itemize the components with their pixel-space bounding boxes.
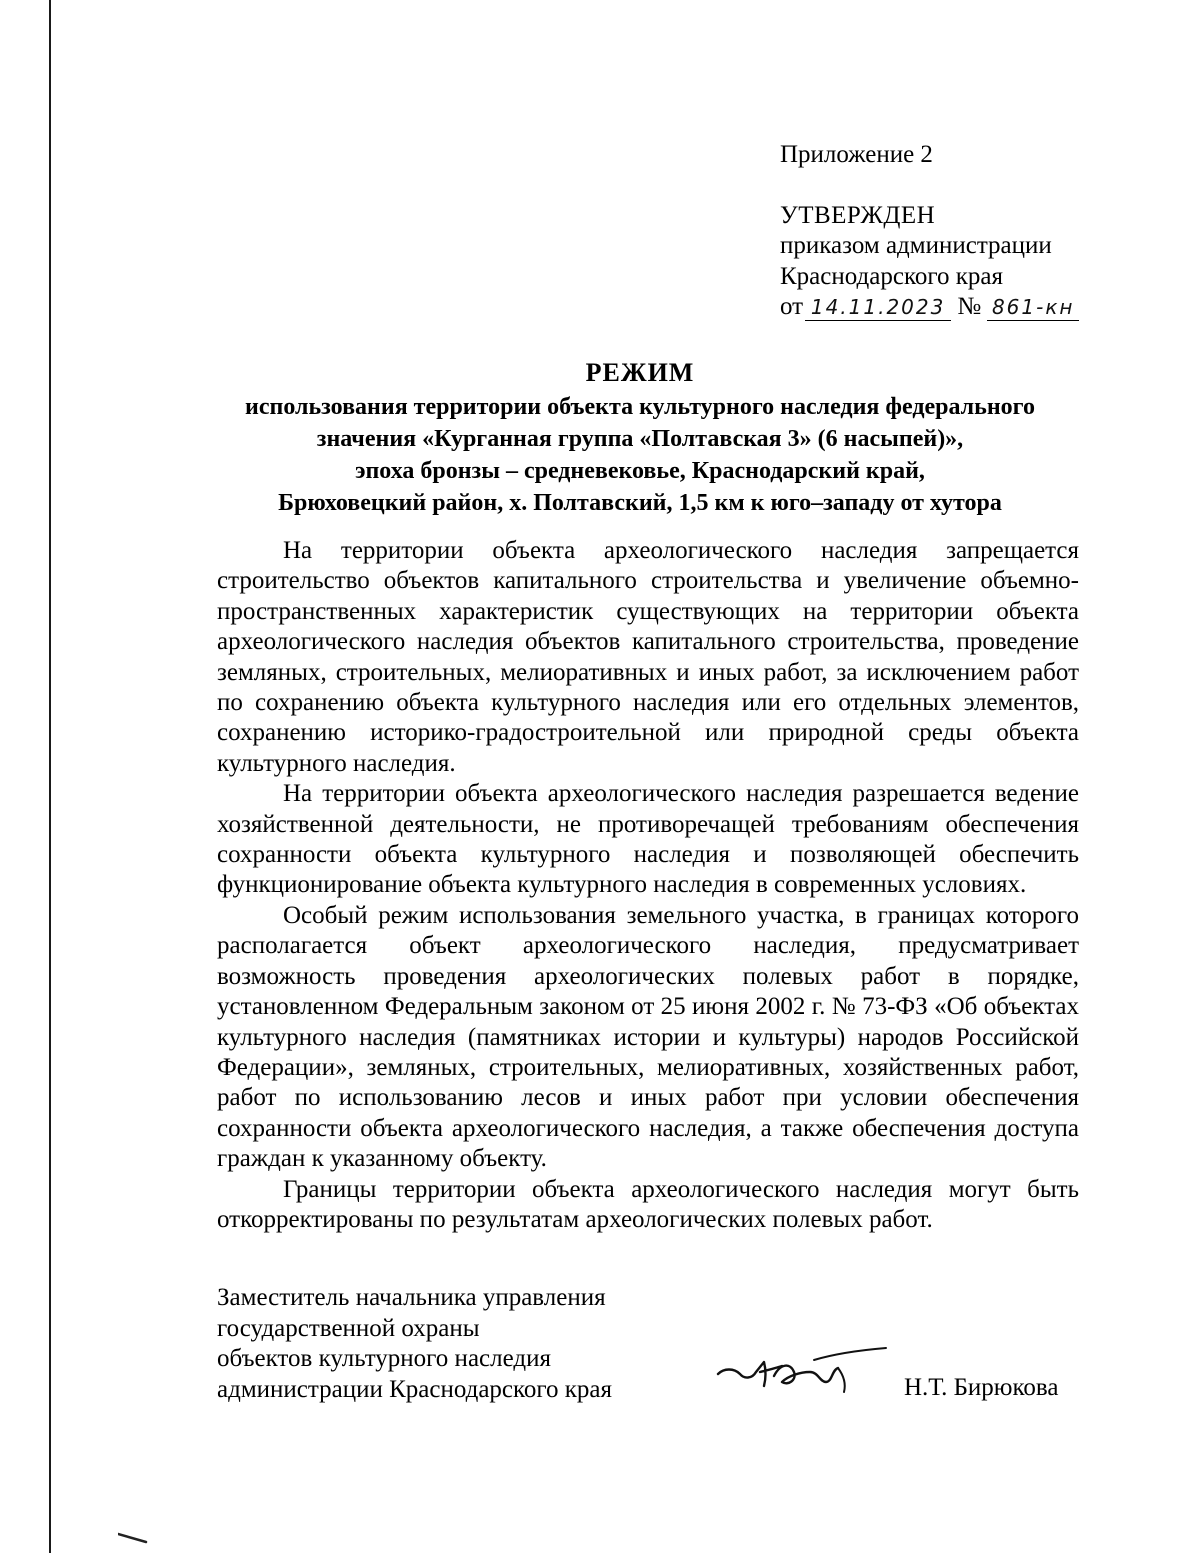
document-title — [200, 357, 1080, 519]
position-line: государственной охраны — [217, 1314, 480, 1342]
position-line: администрации Краснодарского края — [217, 1375, 613, 1403]
number-prefix: № — [957, 293, 982, 320]
title-line: эпоха бронзы – средневековье, Краснодарский край, — [355, 458, 925, 484]
annex-label: Приложение 2 — [780, 141, 933, 168]
date-prefix: от — [780, 293, 804, 320]
signer-name: Н.Т. Бирюкова — [904, 1374, 1059, 1401]
signatory-position — [217, 1283, 647, 1405]
paragraph-permitted-activity: На территории объекта археологического наследия разрешается ведение хозяйственной деятельности, не противоречащей требованиям обеспечения сохранности объекта культурного наследия и позволяющей обеспечить функционирование объекта культурного наследия в современных условиях. — [217, 780, 1079, 899]
paragraph-boundaries: Границы территории объекта археологического наследия могут быть откорректированы по результатам археологических полевых работ. — [217, 1175, 1079, 1233]
handwritten-signature-icon — [714, 1342, 890, 1400]
paragraph-prohibitions: На территории объекта археологического наследия запрещается строительство объектов капитального строительства и увеличение объемно-пространственных характеристик существующих на территории объекта археологического наследия объектов капитального строительства, проведение земляных, строительных, мелиоративных и иных работ, за исключением работ по сохранению объекта культурного наследия или его отдельных элементов, сохранению историко-градостроительной или природной среды объекта культурного наследия. — [217, 537, 1079, 777]
approved-heading: УТВЕРЖДЕН — [780, 201, 936, 229]
title-line: Брюховецкий район, х. Полтавский, 1,5 км к юго–западу от хутора — [278, 490, 1002, 516]
approval-stamp — [780, 140, 1120, 323]
regulation-body — [217, 536, 1079, 1235]
title-main: РЕЖИМ — [585, 358, 695, 387]
approved-by-line: приказом администрации — [780, 232, 1052, 259]
order-reference — [780, 292, 1120, 323]
approved-by-region: Краснодарского края — [780, 262, 1003, 290]
title-line: использования территории объекта культурного наследия федерального — [245, 394, 1035, 420]
title-line: значения «Курганная группа «Полтавская 3» (6 насыпей)», — [316, 426, 964, 452]
scan-artifact-mark — [118, 1532, 148, 1544]
position-line: Заместитель начальника управления — [217, 1284, 606, 1311]
position-line: объектов культурного наследия — [217, 1345, 551, 1372]
order-date: 14.11.2023 — [805, 294, 951, 321]
scan-left-edge — [49, 0, 51, 1553]
paragraph-special-regime: Особый режим использования земельного участка, в границах которого располагается объект археологического наследия, предусматривает возможность проведения археологических полевых работ в порядке, установленном Федеральным законом от 25 июня 2002 г. № 73-ФЗ «Об объектах культурного наследия (памятниках истории и культуры) народов Российской Федерации», земляных, строительных, мелиоративных, хозяйственных работ, работ по использованию лесов и иных работ при условии обеспечения сохранности объекта археологического наследия, а также обеспечения доступа граждан к указанному объекту. — [217, 901, 1079, 1173]
order-number: 861-кн — [987, 294, 1079, 321]
